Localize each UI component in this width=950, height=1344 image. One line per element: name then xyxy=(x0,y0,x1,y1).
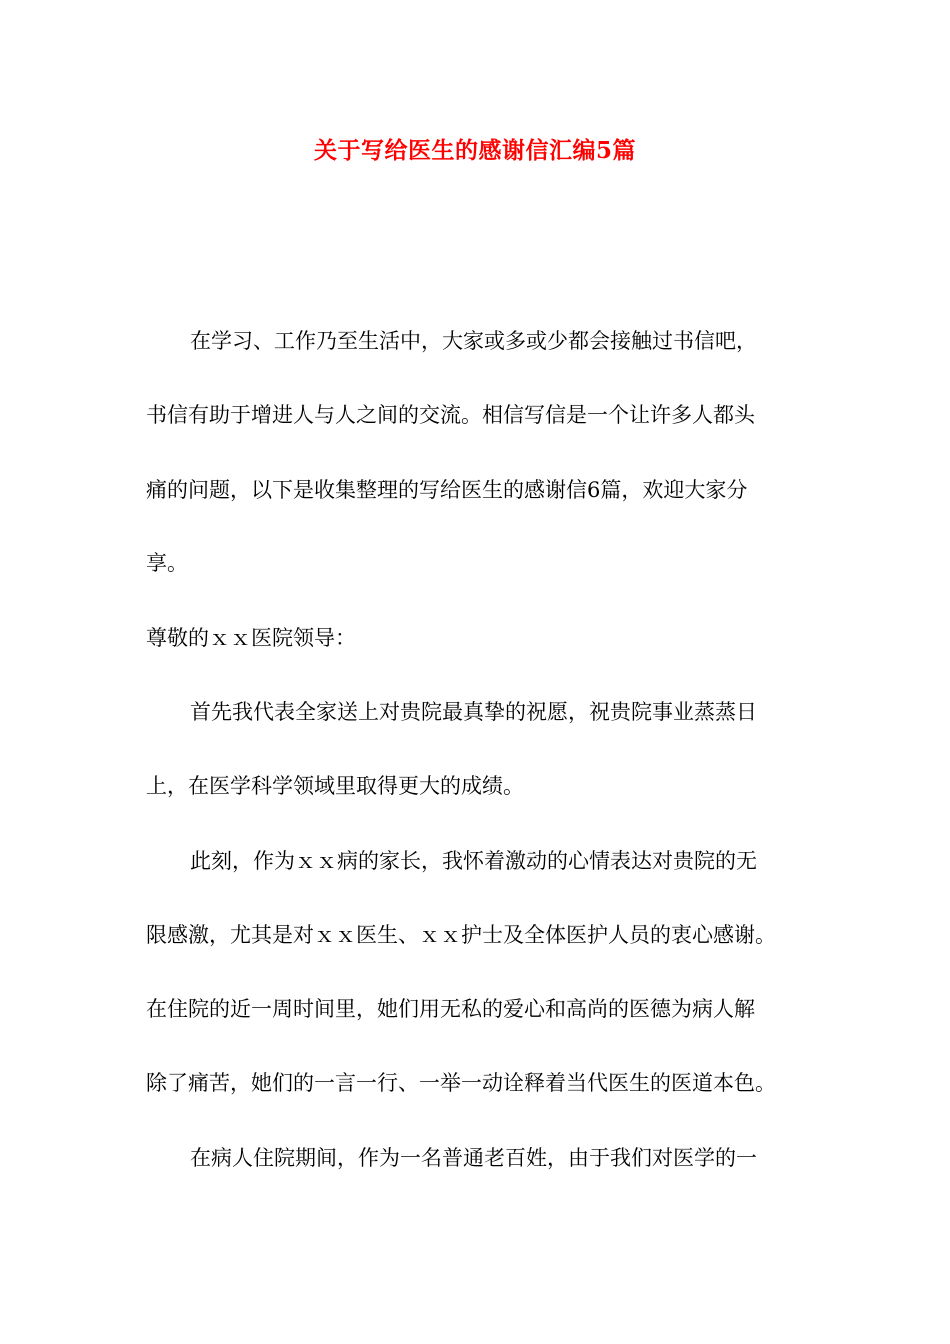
paragraph-line: 痛的问题，以下是收集整理的写给医生的感谢信6篇，欢迎大家分 xyxy=(146,478,748,502)
paragraph-line: 书信有助于增进人与人之间的交流。相信写信是一个让许多人都头 xyxy=(146,403,755,427)
paragraph-line: 限感激，尤其是对ｘｘ医生、ｘｘ护士及全体医护人员的衷心感谢。 xyxy=(146,923,776,947)
paragraph-line: 在学习、工作乃至生活中，大家或多或少都会接触过书信吧， xyxy=(190,329,757,353)
paragraph-line: 除了痛苦，她们的一言一行、一举一动诠释着当代医生的医道本色。 xyxy=(146,1071,776,1095)
paragraph-line: 在住院的近一周时间里，她们用无私的爱心和高尚的医德为病人解 xyxy=(146,997,755,1021)
salutation-line: 尊敬的ｘｘ医院领导： xyxy=(146,626,356,650)
paragraph-line: 享。 xyxy=(146,551,188,575)
paragraph-line: 在病人住院期间，作为一名普通老百姓，由于我们对医学的一 xyxy=(190,1146,757,1170)
document-title: 关于写给医生的感谢信汇编5篇 xyxy=(313,137,636,164)
paragraph-line: 首先我代表全家送上对贵院最真挚的祝愿，祝贵院事业蒸蒸日 xyxy=(190,700,757,724)
paragraph-line: 上，在医学科学领域里取得更大的成绩。 xyxy=(146,774,524,798)
paragraph-line: 此刻，作为ｘｘ病的家长，我怀着激动的心情表达对贵院的无 xyxy=(190,849,757,873)
